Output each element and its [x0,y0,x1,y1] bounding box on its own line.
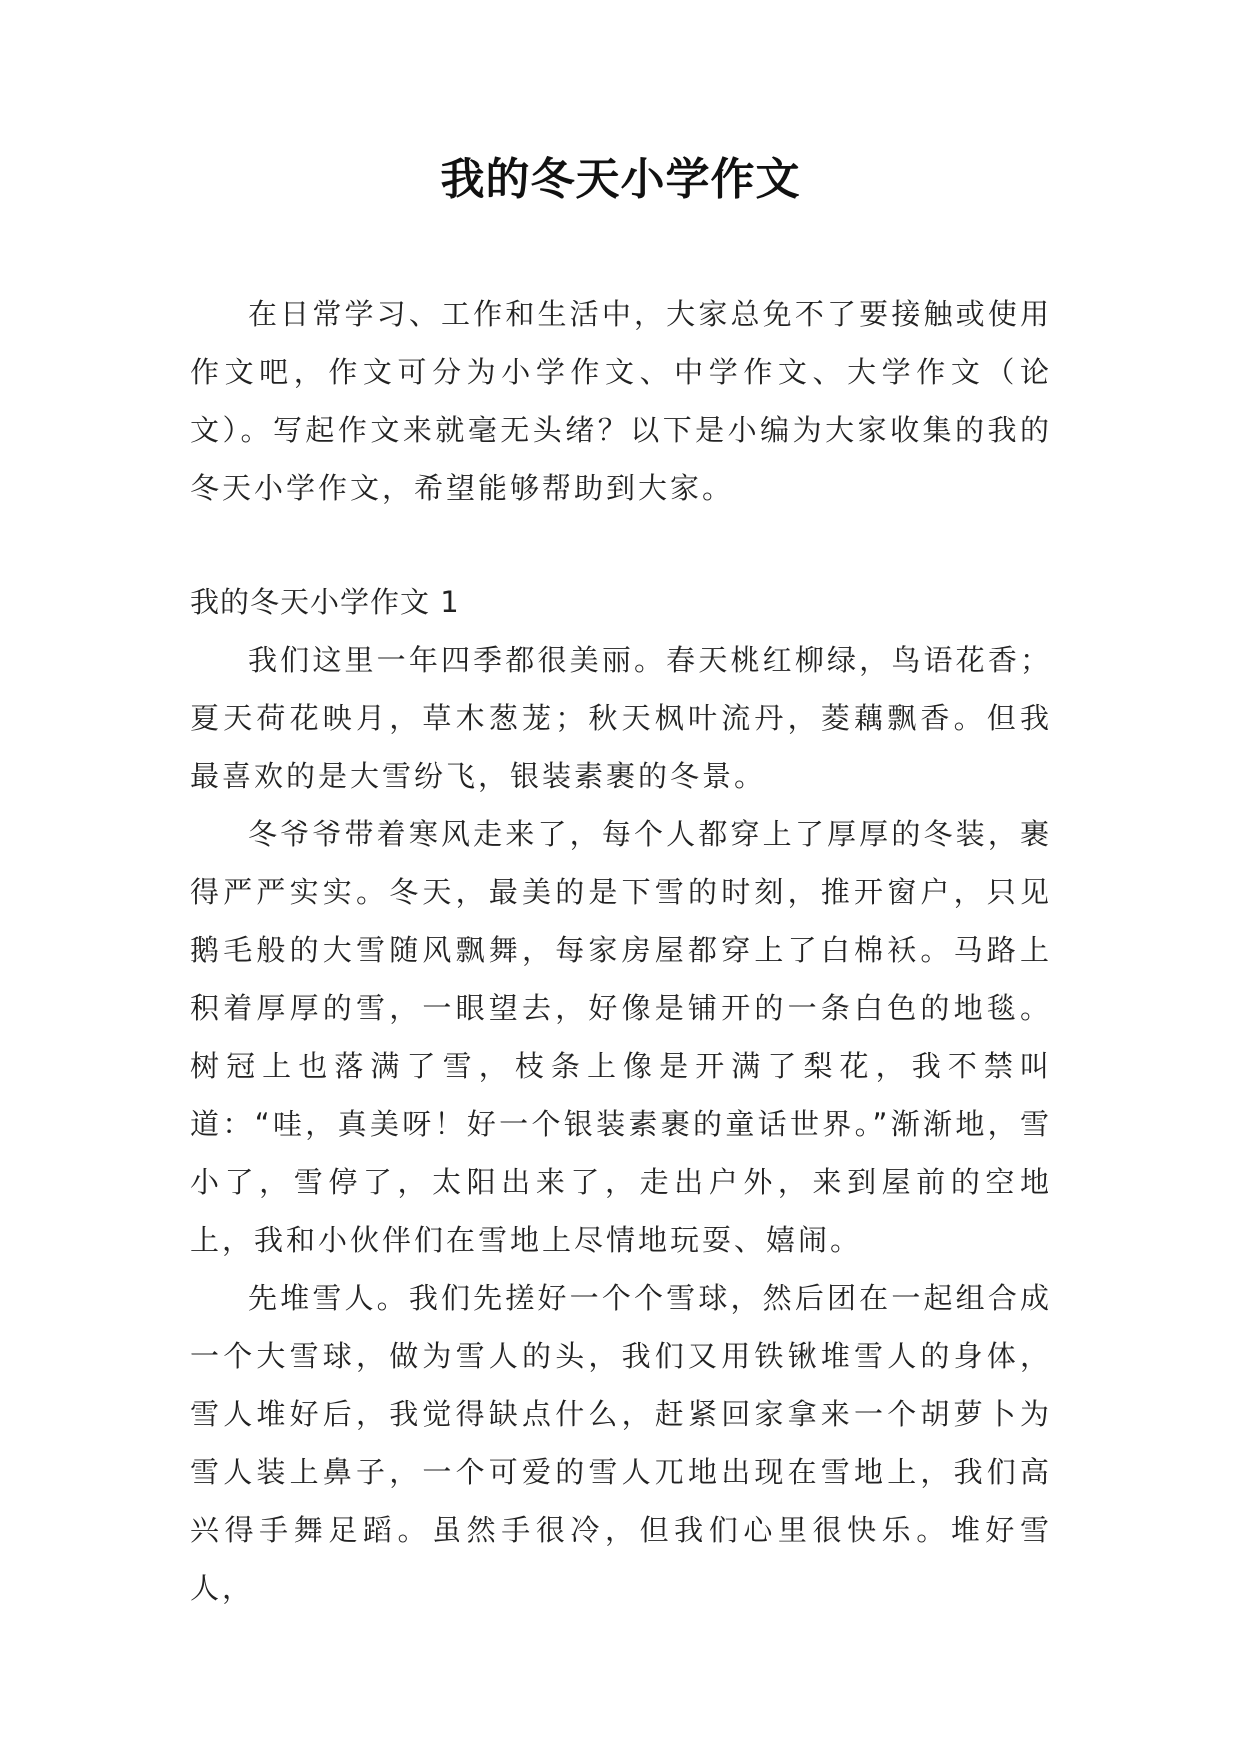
body-paragraph: 冬爷爷带着寒风走来了，每个人都穿上了厚厚的冬装，裹得严严实实。冬天，最美的是下雪的时刻，推开窗户，只见鹅毛般的大雪随风飘舞，每家房屋都穿上了白棉袄。马路上积着厚厚的雪，一眼望去，好像是铺开的一条白色的地毯。树冠上也落满了雪，枝条上像是开满了梨花，我不禁叫道：“哇，真美呀！好一个银装素裹的童话世界。”渐渐地，雪小了，雪停了，太阳出来了，走出户外，来到屋前的空地上，我和小伙伴们在雪地上尽情地玩耍、嬉闹。 [190,817,1052,1257]
document-body [190,285,1052,1617]
section-heading: 我的冬天小学作文 1 [190,585,460,619]
body-paragraph: 我们这里一年四季都很美丽。春天桃红柳绿，鸟语花香；夏天荷花映月，草木葱茏；秋天枫叶流丹，菱藕飘香。但我最喜欢的是大雪纷飞，银装素裹的冬景。 [190,643,1052,793]
body-paragraph: 先堆雪人。我们先搓好一个个雪球，然后团在一起组合成一个大雪球，做为雪人的头，我们又用铁锹堆雪人的身体，雪人堆好后，我觉得缺点什么，赶紧回家拿来一个胡萝卜为雪人装上鼻子，一个可爱的雪人兀地出现在雪地上，我们高兴得手舞足蹈。虽然手很冷，但我们心里很快乐。堆好雪人， [190,1281,1052,1605]
document-title: 我的冬天小学作文 [440,154,801,205]
intro-paragraph: 在日常学习、工作和生活中，大家总免不了要接触或使用作文吧，作文可分为小学作文、中学作文、大学作文（论文）。写起作文来就毫无头绪？以下是小编为大家收集的我的冬天小学作文，希望能够帮助到大家。 [190,297,1052,505]
